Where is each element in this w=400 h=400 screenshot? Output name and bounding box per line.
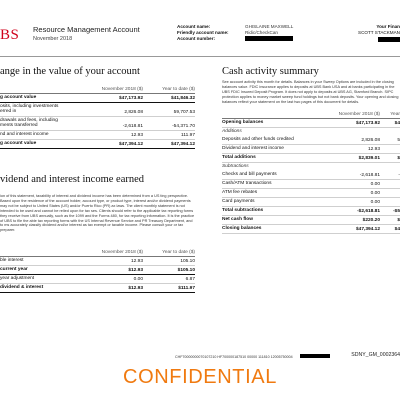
row-value-ytd (380, 205, 400, 206)
footer-redaction (300, 354, 330, 358)
cash-description: See account activity this month for details. Balances in your Sweep Options are included in the closing balances value. FDIC insurance applies to deposits at UBS Bank USA and at banks participating in the UBS FDIC Insured Deposit Program. It does not apply to deposits at UBS AG, Stamford Branch. SIPC protection applies to money market sweep fund holdings but not bank deposits. Your opening and closing balances reflect your statement on the last two pages of this document for details. (222, 80, 399, 104)
row-label: Deposits and other funds credited (222, 137, 294, 143)
friendly-name-value: Ridic/CheckCan (245, 30, 278, 36)
table-row (222, 128, 400, 136)
bates-number: SDNY_GM_0002364 (351, 352, 400, 358)
table-row (222, 119, 400, 128)
table-row (0, 257, 195, 266)
row-value-ytd: $ (397, 156, 400, 161)
row-value-month: 0.00 (370, 191, 380, 196)
row-label: dividend & interest (0, 285, 44, 291)
dividend-section-title: vidend and interest income earned (0, 174, 145, 185)
table-row (222, 216, 400, 225)
table-row (0, 284, 195, 293)
row-value-ytd: 111.97 (181, 133, 195, 138)
row-value-ytd (380, 152, 400, 153)
account-name-value: GHISLAINE MAXWELL (245, 24, 294, 29)
row-label: osits, including investments erred in (0, 103, 59, 115)
row-value-month: $47,394.12 (355, 227, 380, 232)
table-row (222, 136, 400, 145)
row-value-ytd (380, 187, 400, 188)
row-label: ATM fee rebates (222, 190, 258, 196)
value-section-title: ange in the value of your account (0, 66, 140, 77)
cash-section-title: Cash activity summary (222, 66, 319, 77)
row-value-month: 12.93 (130, 133, 143, 138)
row-value-month: $12.93 (128, 286, 143, 291)
row-value-month: 12.93 (130, 259, 143, 264)
cash-col1-header: November 2018 ($) (338, 112, 380, 117)
dividend-col1-header: November 2018 ($) (101, 250, 143, 255)
row-value-ytd: $ (397, 218, 400, 223)
cash-table (222, 112, 400, 234)
row-label: g account value (0, 95, 37, 101)
table-row (222, 180, 400, 189)
row-value-ytd: 105.10 (180, 259, 195, 264)
row-value-month: $47,173.92 (355, 121, 380, 126)
dividend-col2-header: Year to date ($) (162, 250, 195, 255)
row-value-month: 0.00 (133, 277, 143, 282)
row-value-month: 0.00 (370, 182, 380, 187)
advisor-label: Your Finan (376, 24, 400, 29)
account-name-label: Account name: (177, 24, 211, 29)
row-value-month: -2,618.81 (122, 124, 143, 129)
row-value-month: 0.00 (370, 200, 380, 205)
table-row (0, 103, 195, 117)
row-label: Total additions (222, 155, 256, 161)
row-value-month: -$2,618.81 (357, 209, 380, 214)
table-row (222, 225, 400, 234)
table-row (0, 275, 195, 284)
row-value-month: 2,826.08 (124, 110, 143, 115)
row-value-month: -2,618.81 (359, 173, 380, 178)
row-label: Cash/ATM transactions (222, 181, 272, 187)
row-label: Card payments (222, 199, 255, 205)
row-value-ytd: 59,707.53 (173, 110, 195, 115)
row-value-ytd: $4 (394, 227, 400, 232)
table-row (222, 145, 400, 154)
row-value-ytd: -54,371.70 (172, 124, 195, 129)
table-row (222, 154, 400, 163)
cash-col2-header: Year (390, 112, 400, 117)
row-value-month: $220.20 (362, 218, 380, 223)
confidential-stamp: CONFIDENTIAL (123, 366, 277, 388)
row-label: Checks and bill payments (222, 172, 277, 178)
row-value-month: $12.93 (128, 268, 143, 273)
row-value-ytd: -$5 (393, 209, 400, 214)
row-value-month: $47,394.12 (118, 142, 143, 147)
value-col1-header: November 2018 ($) (101, 87, 143, 92)
table-row (222, 171, 400, 180)
row-label: Dividend and interest income (222, 146, 284, 152)
logo: BS (0, 27, 20, 43)
table-row (222, 207, 400, 216)
value-table (0, 87, 195, 149)
row-label: drawals and fees, including ments transferred (0, 117, 58, 129)
table-row (0, 117, 195, 131)
dividend-table-header (0, 250, 195, 257)
account-number-redaction (245, 36, 293, 41)
dividend-description: ion of this statement, taxability of interest and dividend income has been determined from a US ting perspective. Based upon the residence of the account holder, account type, or product type, interest and/or dividend payments may not be subject to United States (US) and/or Puerto Rico (PR) ax laws. The client monthly statement is not intended to be used and cannot be relied upon for tax ses. Clients should refer to the applicable tax reporting forms they receive from UBS annually, such as the 1099 and the Forms 480, for tax reporting information. It is the practice of UBS to file the able tax reporting forms with the US Internal Revenue Service and PR Treasury Department, and to ms accurately classify dividend and/or interest as tax exempt or taxable income. Please consult your or tax preparer. (0, 194, 195, 233)
row-value-month: 12.93 (367, 147, 380, 152)
row-label: Subtractions (222, 164, 249, 170)
row-value-ytd: 6.87 (185, 277, 195, 282)
table-row (0, 131, 195, 140)
statement-date: November 2018 (33, 36, 73, 42)
row-value-month: 2,826.08 (361, 138, 380, 143)
dividend-table (0, 250, 195, 293)
footer-code: CHF70000000070107210 HF700000187510 00000 111810 12005750004 (175, 355, 293, 359)
table-row (222, 163, 400, 171)
row-label: Additions (222, 129, 242, 135)
row-label: year adjustment (0, 276, 35, 282)
cash-table-header (222, 112, 400, 119)
advisor-block (358, 24, 400, 43)
row-value-ytd (380, 196, 400, 197)
row-label: g account value (0, 141, 37, 147)
advisor-redaction (378, 37, 400, 42)
friendly-name-label: Friendly account name: (177, 30, 229, 36)
row-value-ytd: - (398, 173, 400, 178)
row-label: Opening balances (222, 120, 264, 126)
value-table-header (0, 87, 195, 94)
row-value-ytd: 5 (397, 138, 400, 143)
account-number-label: Account number: (177, 36, 216, 42)
account-fields (177, 24, 293, 43)
row-label: Total subtractions (222, 208, 264, 214)
row-value-month: $47,173.92 (118, 96, 143, 101)
table-row (0, 140, 195, 149)
row-value-ytd: $111.97 (178, 286, 195, 291)
table-row (0, 266, 195, 275)
row-value-ytd: $4 (394, 121, 400, 126)
row-label: Net cash flow (222, 217, 253, 223)
advisor-name: SCOTT STACKMAN (358, 30, 400, 36)
row-value-month: $2,839.01 (358, 156, 380, 161)
row-value-ytd: $105.10 (177, 268, 195, 273)
header-divider (0, 56, 400, 57)
row-label: Closing balances (222, 226, 262, 232)
table-row (0, 94, 195, 103)
account-number-row (177, 36, 293, 42)
row-label: nd and interest income (0, 132, 49, 138)
value-col2-header: Year to date ($) (162, 87, 195, 92)
row-value-ytd: $47,394.12 (170, 142, 195, 147)
table-row (222, 198, 400, 207)
row-label: ble interest (0, 258, 24, 264)
account-title: Resource Management Account (33, 25, 140, 34)
table-row (222, 189, 400, 198)
row-label: current year (0, 267, 28, 273)
row-value-ytd: $41,846.32 (170, 96, 195, 101)
